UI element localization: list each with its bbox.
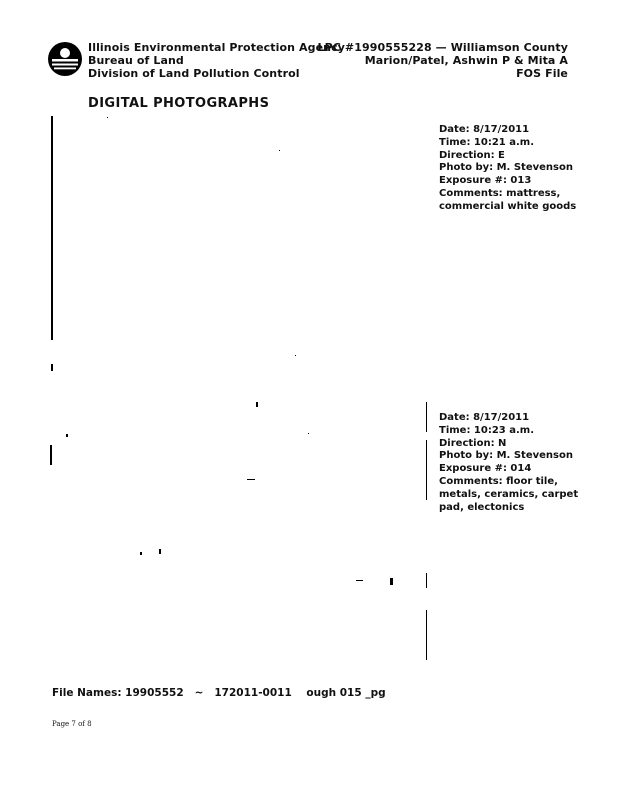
photo-1-direction: Direction: E — [439, 149, 505, 161]
scan-speck — [247, 479, 255, 480]
scan-speck — [256, 402, 258, 407]
division-name: Division of Land Pollution Control — [88, 67, 300, 80]
photo-2-edge-mark — [426, 610, 427, 660]
site-owner: Marion/Patel, Ashwin P & Mita A — [364, 54, 568, 67]
page-number: Page 7 of 8 — [52, 720, 92, 728]
site-file-type: FOS File — [516, 67, 568, 80]
agency-block — [88, 41, 345, 80]
photo-2-comments-cont: metals, ceramics, carpet — [439, 488, 579, 500]
photo-2-left-edge — [50, 445, 52, 465]
photo-2-date: Date: 8/17/2011 — [439, 412, 530, 423]
file-names: File Names: 19905552 ~ 172011-0011 ough 015 _pg — [52, 687, 386, 699]
photo-2-direction: Direction: N — [439, 437, 507, 449]
site-lpc-number: LPC #1990555228 — Williamson County — [317, 41, 568, 54]
photo-1-caption — [439, 124, 576, 214]
page-title: DIGITAL PHOTOGRAPHS — [88, 96, 270, 111]
bureau-name: Bureau of Land — [88, 54, 184, 67]
scan-speck — [107, 117, 108, 118]
agency-name: Illinois Environmental Protection Agency — [88, 41, 345, 54]
photo-2-caption — [439, 412, 578, 514]
photo-1-date: Date: 8/17/2011 — [439, 124, 530, 135]
site-block — [318, 41, 568, 80]
photo-1-comments-cont: commercial white goods — [439, 200, 577, 212]
photo-2-edge-mark — [426, 440, 427, 500]
scan-speck — [140, 552, 142, 555]
scan-speck — [356, 580, 363, 581]
photo-1-comments: Comments: mattress, — [439, 187, 561, 199]
photo-1-exposure: Exposure #: 013 — [439, 175, 532, 187]
scan-speck — [295, 355, 296, 356]
scan-speck — [390, 578, 393, 585]
scan-speck — [66, 434, 68, 437]
photo-2-edge-mark — [426, 402, 427, 432]
photo-2-comments: Comments: floor tile, — [439, 475, 558, 487]
photo-1-left-edge — [51, 116, 53, 340]
photo-2-exposure: Exposure #: 014 — [439, 463, 532, 475]
photo-2-comments-end: pad, electonics — [439, 501, 525, 513]
photo-1-time: Time: 10:21 a.m. — [439, 136, 535, 148]
scan-speck — [51, 364, 53, 371]
scan-speck — [279, 150, 280, 151]
scan-speck — [159, 549, 161, 554]
photo-1-photographer: Photo by: M. Stevenson — [439, 162, 573, 174]
photo-2-time: Time: 10:23 a.m. — [439, 424, 535, 436]
scan-speck — [308, 433, 309, 434]
photo-2-edge-mark — [426, 573, 427, 588]
photo-2-photographer: Photo by: M. Stevenson — [439, 450, 573, 462]
agency-seal-logo — [47, 41, 83, 77]
